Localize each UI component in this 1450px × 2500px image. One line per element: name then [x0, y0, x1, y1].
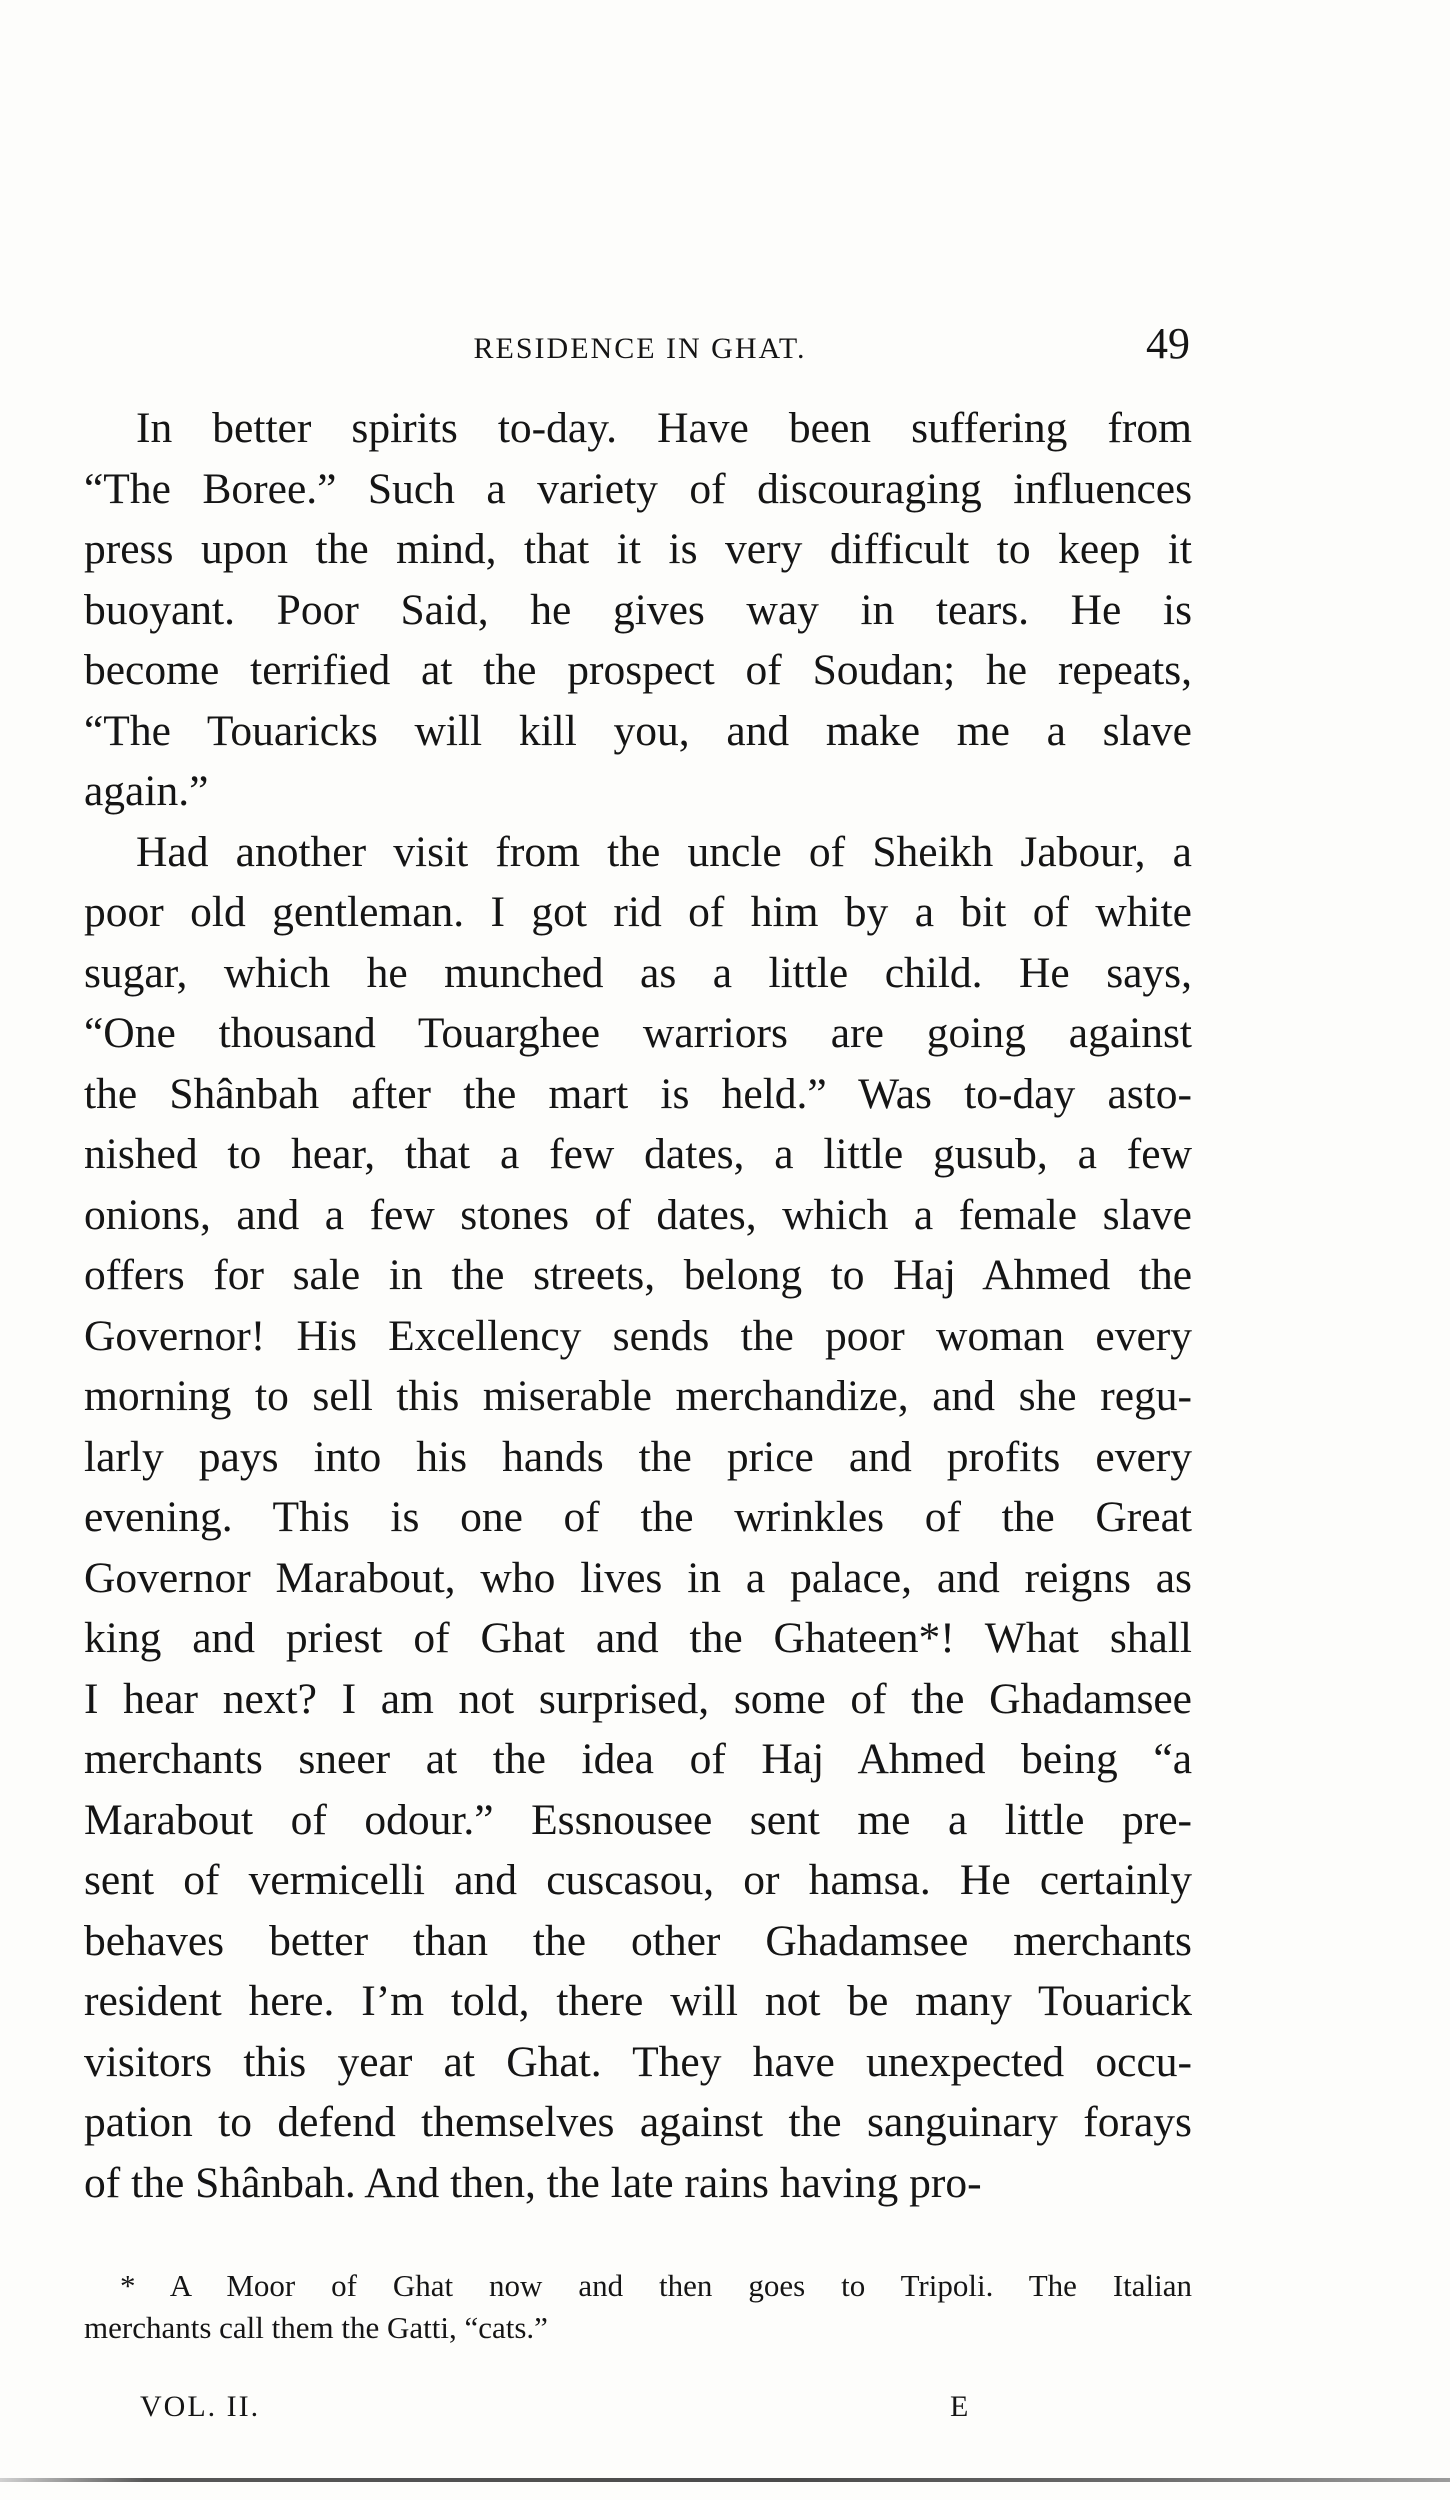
- text-line: Governor! His Excellency sends the poor woman every: [84, 1311, 1192, 1360]
- text-line: Marabout of odour.” Essnousee sent me a little pre-: [84, 1795, 1192, 1844]
- paragraph-2: [84, 822, 1192, 2214]
- text-line: sent of vermicelli and cuscasou, or hamsa. He certainly: [84, 1856, 1192, 1904]
- text-line: I hear next? I am not surprised, some of the Ghadamsee: [84, 1674, 1192, 1723]
- text-line: morning to sell this miserable merchandize, and she regu-: [84, 1372, 1192, 1420]
- footnote-line: * A Moor of Ghat now and then goes to Tripoli. The Italian: [120, 2268, 1192, 2303]
- text-line: press upon the mind, that it is very difficult to keep it: [84, 525, 1192, 573]
- text-line: “The Touaricks will kill you, and make me a slave: [84, 706, 1192, 755]
- volume-label: VOL. II.: [140, 2390, 261, 2423]
- text-line: offers for sale in the streets, belong to Haj Ahmed the: [84, 1251, 1192, 1299]
- text-line: larly pays into his hands the price and profits every: [84, 1432, 1192, 1481]
- text-line: evening. This is one of the wrinkles of the Great: [84, 1493, 1192, 1541]
- text-line: become terrified at the prospect of Soudan; he repeats,: [84, 646, 1192, 694]
- footnote: [84, 2265, 1192, 2349]
- signature-mark: E: [950, 2390, 969, 2423]
- text-line: king and priest of Ghat and the Ghateen*! What shall: [84, 1614, 1192, 1662]
- text-line: pation to defend themselves against the sanguinary forays: [84, 2098, 1192, 2146]
- text-line: nished to hear, that a few dates, a little gusub, a few: [84, 1130, 1192, 1178]
- text-line: poor old gentleman. I got rid of him by a bit of white: [84, 888, 1192, 936]
- text-line: “One thousand Touarghee warriors are going against: [84, 1009, 1192, 1057]
- text-line: the Shânbah after the mart is held.” Was to-day asto-: [84, 1069, 1192, 1118]
- text-line: resident here. I’m told, there will not be many Touarick: [84, 1977, 1192, 2025]
- signature-line: [0, 2390, 1450, 2435]
- text-line: Had another visit from the uncle of Sheikh Jabour, a: [136, 827, 1192, 876]
- text-line: In better spirits to-day. Have been suffering from: [136, 404, 1192, 452]
- running-head: [90, 318, 1190, 378]
- text-line: of the Shânbah. And then, the late rains having pro-: [84, 2158, 982, 2207]
- text-line: “The Boree.” Such a variety of discouraging influences: [84, 464, 1192, 513]
- text-line: visitors this year at Ghat. They have unexpected occu-: [84, 2037, 1192, 2086]
- text-line: buoyant. Poor Said, he gives way in tears. He is: [84, 585, 1192, 634]
- text-line: merchants sneer at the idea of Haj Ahmed being “a: [84, 1735, 1192, 1783]
- text-line: Governor Marabout, who lives in a palace, and reigns as: [84, 1553, 1192, 1602]
- body-text: [84, 398, 1192, 2213]
- text-line: onions, and a few stones of dates, which a female slave: [84, 1190, 1192, 1239]
- footnote-line: merchants call them the Gatti, “cats.”: [84, 2310, 548, 2345]
- text-line: behaves better than the other Ghadamsee merchants: [84, 1916, 1192, 1965]
- text-line: again.”: [84, 767, 209, 815]
- paragraph-1: [84, 398, 1192, 822]
- page-number: 49: [1146, 319, 1190, 368]
- text-line: sugar, which he munched as a little child. He says,: [84, 948, 1192, 997]
- running-title: RESIDENCE IN GHAT.: [473, 332, 807, 365]
- page-edge-rule: [0, 2478, 1450, 2482]
